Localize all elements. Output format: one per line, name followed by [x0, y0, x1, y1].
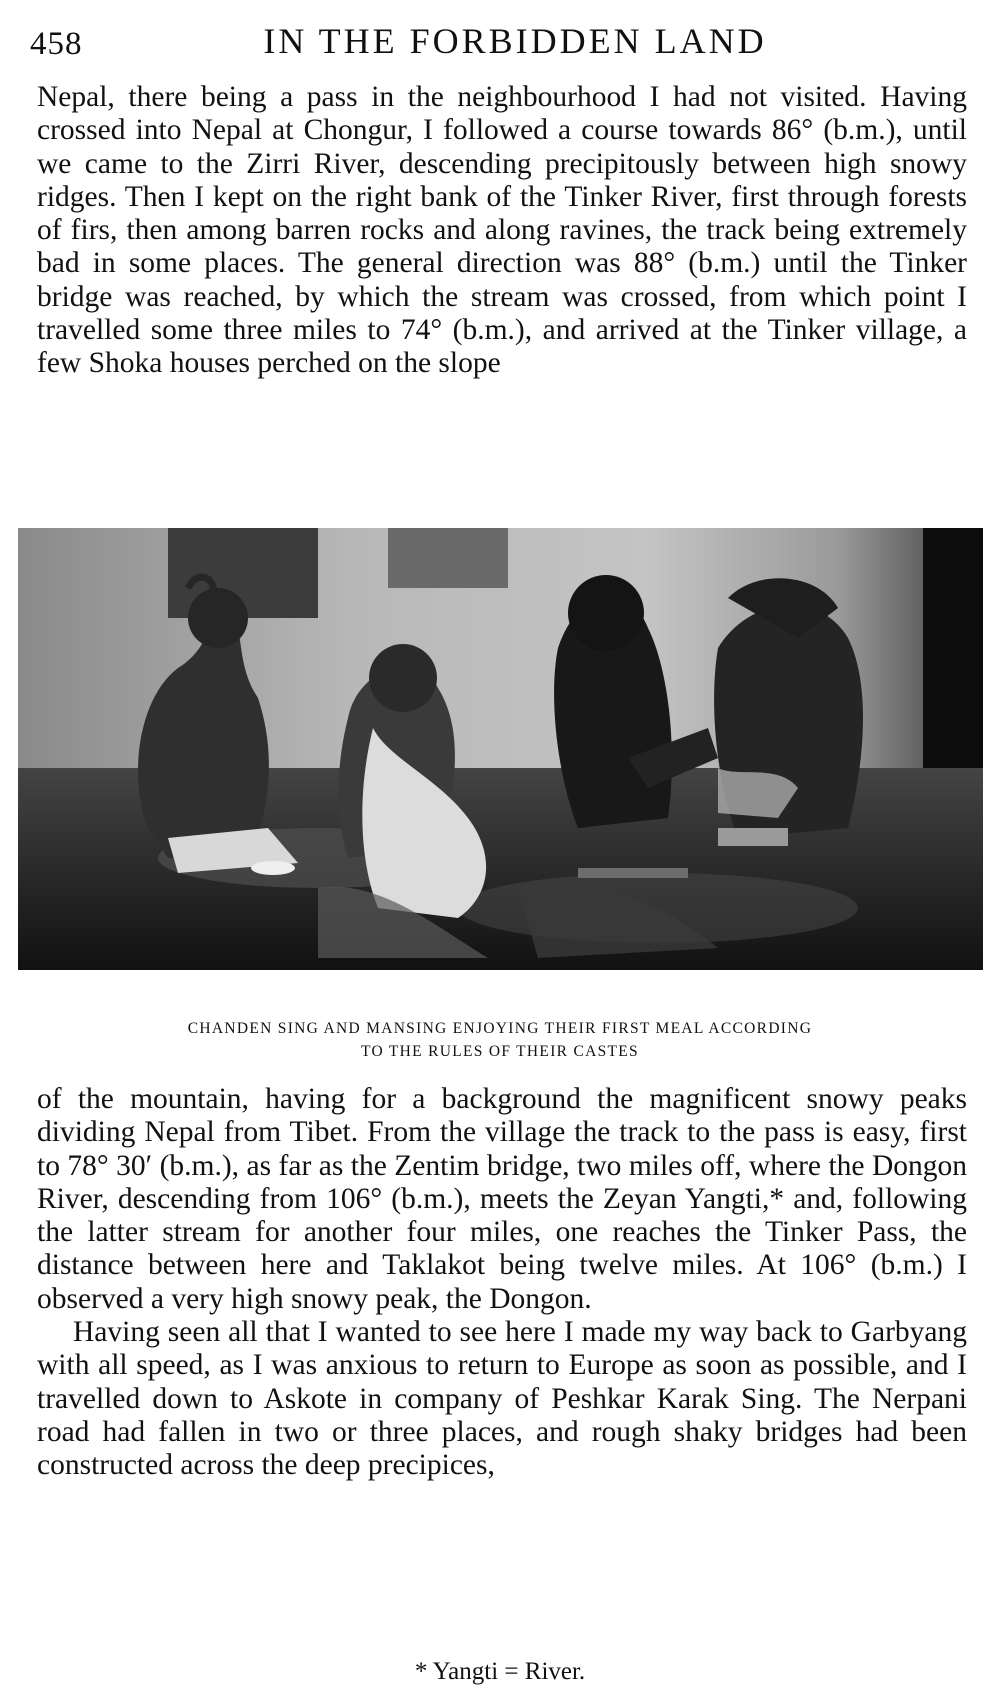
- paragraph-new: Having seen all that I wanted to see here I made my way back to Garbyang with all speed, as I was anxious to return to Europe as soon as possible, and I travelled down to Askote in company of Peshkar Karak Sing. The Nerpani road had fallen in two or three places, and rough shaky bridges had been constructed across the deep precipices,: [37, 1316, 967, 1482]
- paragraph-top: Nepal, there being a pass in the neighbourhood I had not visited. Having crossed into Nepal at Chongur, I followed a course towards 86° (b.m.), until we came to the Zirri River, descending precipitously between high snowy ridges. Then I kept on the right bank of the Tinker River, first through forests of firs, then among barren rocks and along ravines, the track being extremely bad in some places. The general direction was 88° (b.m.) until the Tinker bridge was reached, by which the stream was crossed, from which point I travelled some three miles to 74° (b.m.), and arrived at the Tinker village, a few Shoka houses perched on the slope: [37, 81, 967, 380]
- photograph: [18, 528, 983, 970]
- caption-line-2: TO THE RULES OF THEIR CASTES: [361, 1043, 639, 1060]
- page-header: [30, 20, 960, 64]
- figure-caption: [60, 1017, 940, 1063]
- footnote: * Yangti = River.: [414, 1658, 586, 1685]
- paragraph-continued: of the mountain, having for a background the magnificent snowy peaks dividing Nepal from Tibet. From the village the track to the pass is easy, first to 78° 30′ (b.m.), as far as the Zentim bridge, two miles off, where the Dongon River, descending from 106° (b.m.), meets the Zeyan Yangti,* and, following the latter stream for another four miles, one reaches the Tinker Pass, the distance between here and Taklakot being twelve miles. At 106° (b.m.) I observed a very high snowy peak, the Dongon.: [37, 1083, 967, 1315]
- caption-line-1: CHANDEN SING AND MANSING ENJOYING THEIR FIRST MEAL ACCORDING: [187, 1020, 813, 1037]
- photograph-illustration: [18, 528, 983, 970]
- body-text-bottom: [37, 1083, 967, 1483]
- running-title: IN THE FORBIDDEN LAND: [263, 21, 767, 61]
- page-number: 458: [30, 26, 83, 62]
- body-text-top: [37, 81, 967, 381]
